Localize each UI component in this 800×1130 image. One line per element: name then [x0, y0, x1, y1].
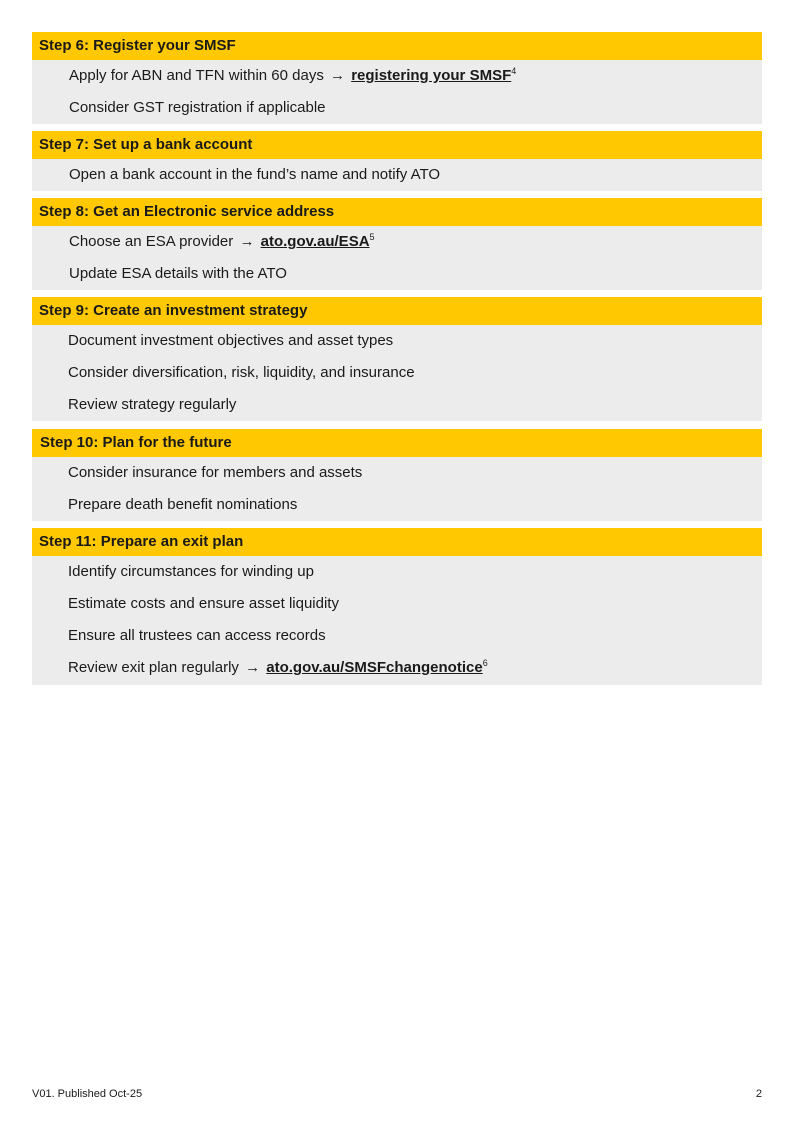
- step-6-section: [32, 32, 762, 124]
- step-8-heading: Step 8: Get an Electronic service address: [32, 198, 762, 226]
- list-item: Open a bank account in the fund’s name and notify ATO: [69, 166, 441, 183]
- registering-smsf-link[interactable]: registering your SMSF: [351, 67, 512, 84]
- list-item: [32, 60, 762, 92]
- list-item: Estimate costs and ensure asset liquidity: [68, 595, 339, 612]
- arrow-right-icon: →: [330, 67, 346, 84]
- step-11-body: [32, 556, 762, 685]
- footnote-ref: 4: [511, 66, 517, 76]
- list-item: Document investment objectives and asset types: [68, 332, 394, 349]
- item-text: Review exit plan regularly: [68, 659, 239, 676]
- step-9-heading: Step 9: Create an investment strategy: [32, 297, 762, 325]
- list-item: Consider GST registration if applicable: [69, 99, 326, 116]
- step-9-section: [32, 297, 762, 421]
- step-10-heading: Step 10: Plan for the future: [32, 429, 762, 457]
- ato-esa-link[interactable]: ato.gov.au/ESA: [260, 233, 370, 250]
- step-8-section: [32, 198, 762, 290]
- list-item: Consider diversification, risk, liquidity, and insurance: [68, 364, 415, 381]
- step-11-heading: Step 11: Prepare an exit plan: [32, 528, 762, 556]
- list-item: Identify circumstances for winding up: [68, 563, 314, 580]
- footnote-ref: 5: [369, 232, 375, 242]
- list-item: Prepare death benefit nominations: [68, 496, 298, 513]
- step-6-heading: Step 6: Register your SMSF: [32, 32, 762, 60]
- step-11-section: [32, 528, 762, 685]
- list-item: Review strategy regularly: [68, 396, 237, 413]
- step-6-body: [32, 60, 762, 124]
- step-7-section: [32, 131, 762, 191]
- list-item: Update ESA details with the ATO: [69, 265, 287, 282]
- arrow-right-icon: →: [245, 659, 261, 676]
- item-text: Choose an ESA provider: [69, 233, 234, 250]
- step-8-body: [32, 226, 762, 290]
- page-number: 2: [755, 1088, 762, 1100]
- list-item: Ensure all trustees can access records: [68, 627, 326, 644]
- step-10-section: [32, 429, 762, 521]
- step-7-heading: Step 7: Set up a bank account: [32, 131, 762, 159]
- step-10-body: [32, 457, 762, 521]
- step-9-body: [32, 325, 762, 421]
- item-text: Apply for ABN and TFN within 60 days: [69, 67, 324, 84]
- arrow-right-icon: →: [239, 233, 255, 250]
- footnote-ref: 6: [482, 658, 488, 668]
- list-item: [32, 226, 762, 258]
- list-item: [32, 652, 762, 684]
- list-item: Consider insurance for members and assets: [68, 464, 363, 481]
- smsf-change-notice-link[interactable]: ato.gov.au/SMSFchangenotice: [266, 659, 483, 676]
- footer-version: V01. Published Oct-25: [32, 1088, 143, 1100]
- step-7-body: [32, 159, 762, 191]
